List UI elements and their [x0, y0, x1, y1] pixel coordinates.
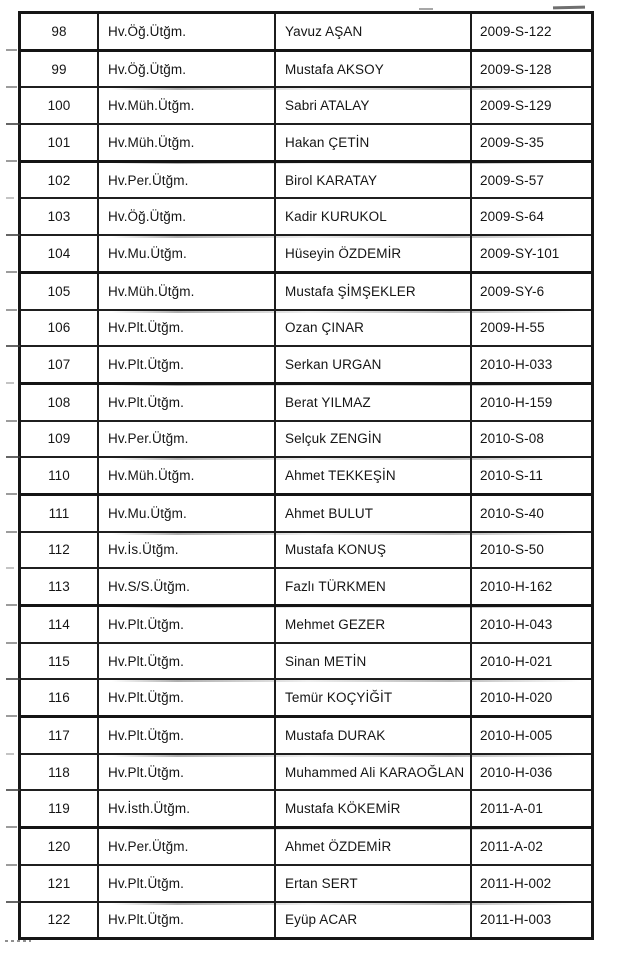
name-cell: Kadir KURUKOL	[276, 199, 472, 234]
rank-cell: Hv.Mu.Ütğm.	[99, 496, 276, 531]
table-row	[21, 274, 591, 311]
name-cell: Serkan URGAN	[276, 347, 472, 382]
rank-cell: Hv.Müh.Ütğm.	[99, 88, 276, 123]
rank-cell: Hv.Müh.Ütğm.	[99, 125, 276, 160]
rank-cell: Hv.Öğ.Ütğm.	[99, 14, 276, 49]
rank-cell: Hv.Per.Ütğm.	[99, 829, 276, 864]
row-number-cell: 122	[21, 903, 99, 938]
rank-cell: Hv.Öğ.Ütğm.	[99, 199, 276, 234]
table-row	[21, 88, 591, 125]
table-row	[21, 199, 591, 236]
registration-cell: 2010-H-159	[480, 394, 553, 410]
row-number-cell: 104	[21, 236, 99, 271]
row-number-cell: 101	[21, 125, 99, 160]
registration-cell: 2011-A-02	[480, 838, 543, 854]
name-cell: Mustafa AKSOY	[276, 52, 472, 87]
table-row	[21, 533, 591, 570]
registration-cell: 2010-H-162	[480, 579, 553, 595]
registration-cell: 2010-H-005	[480, 727, 553, 743]
name-cell: Yavuz AŞAN	[276, 14, 472, 49]
row-number-cell: 119	[21, 791, 99, 826]
registration-cell: 2010-H-020	[480, 690, 553, 706]
name-cell: Ertan SERT	[276, 866, 472, 901]
row-number-cell: 110	[21, 458, 99, 493]
row-number-cell: 99	[21, 52, 99, 87]
registration-cell: 2011-H-003	[480, 912, 552, 928]
rank-cell: Hv.Plt.Ütğm.	[99, 385, 276, 420]
registration-cell: 2009-S-129	[480, 98, 552, 114]
rank-cell: Hv.Plt.Ütğm.	[99, 347, 276, 382]
row-number-cell: 100	[21, 88, 99, 123]
rank-cell: Hv.Plt.Ütğm.	[99, 866, 276, 901]
name-cell: Mustafa KONUŞ	[276, 533, 472, 568]
row-number-cell: 102	[21, 163, 99, 198]
rank-cell: Hv.İs.Ütğm.	[99, 533, 276, 568]
row-number-cell: 116	[21, 680, 99, 715]
row-number-cell: 107	[21, 347, 99, 382]
registration-cell: 2011-A-01	[480, 801, 543, 817]
name-cell: Ozan ÇINAR	[276, 311, 472, 346]
rank-cell: Hv.Plt.Ütğm.	[99, 311, 276, 346]
name-cell: Eyüp ACAR	[276, 903, 472, 938]
table-row	[21, 125, 591, 163]
registration-cell: 2010-S-08	[480, 431, 544, 447]
registration-cell: 2010-S-50	[480, 542, 544, 558]
rank-cell: Hv.İsth.Ütğm.	[99, 791, 276, 826]
row-number-cell: 113	[21, 569, 99, 604]
row-number-cell: 120	[21, 829, 99, 864]
row-number-cell: 105	[21, 274, 99, 309]
rank-cell: Hv.Per.Ütğm.	[99, 422, 276, 457]
rank-cell: Hv.Plt.Ütğm.	[99, 903, 276, 938]
name-cell: Mustafa KÖKEMİR	[276, 791, 472, 826]
row-number-cell: 115	[21, 644, 99, 679]
table-row	[21, 311, 591, 348]
table-row	[21, 236, 591, 274]
rank-cell: Hv.Öğ.Ütğm.	[99, 52, 276, 87]
table-row	[21, 607, 591, 644]
table-row	[21, 52, 591, 89]
registration-cell: 2010-H-021	[480, 653, 553, 669]
table-row	[21, 903, 591, 938]
rank-cell: Hv.Plt.Ütğm.	[99, 755, 276, 790]
name-cell: Temür KOÇYİĞİT	[276, 680, 472, 715]
rank-cell: Hv.Müh.Ütğm.	[99, 274, 276, 309]
row-number-cell: 108	[21, 385, 99, 420]
scan-noise-mark	[419, 8, 433, 10]
name-cell: Sabri ATALAY	[276, 88, 472, 123]
rank-cell: Hv.Plt.Ütğm.	[99, 607, 276, 642]
table-row	[21, 644, 591, 681]
table-row	[21, 458, 591, 496]
table-row	[21, 866, 591, 903]
row-number-cell: 114	[21, 607, 99, 642]
name-cell: Ahmet TEKKEŞİN	[276, 458, 472, 493]
name-cell: Mehmet GEZER	[276, 607, 472, 642]
registration-cell: 2009-S-57	[480, 172, 544, 188]
registration-cell: 2009-H-55	[480, 320, 545, 336]
name-cell: Ahmet BULUT	[276, 496, 472, 531]
name-cell: Selçuk ZENGİN	[276, 422, 472, 457]
table-row	[21, 791, 591, 829]
name-cell: Mustafa ŞİMŞEKLER	[276, 274, 472, 309]
registration-cell: 2010-S-40	[480, 505, 544, 521]
registration-cell: 2009-S-64	[480, 209, 544, 225]
name-cell: Mustafa DURAK	[276, 718, 472, 753]
name-cell: Fazlı TÜRKMEN	[276, 569, 472, 604]
table-row	[21, 569, 591, 607]
registration-cell: 2010-H-036	[480, 764, 553, 780]
rank-cell: Hv.S/S.Ütğm.	[99, 569, 276, 604]
registration-cell: 2010-H-043	[480, 616, 553, 632]
name-cell: Ahmet ÖZDEMİR	[276, 829, 472, 864]
registration-cell: 2010-S-11	[480, 468, 543, 484]
registration-cell: 2009-SY-101	[480, 245, 560, 261]
row-number-cell: 103	[21, 199, 99, 234]
row-number-cell: 98	[21, 14, 99, 49]
name-cell: Hüseyin ÖZDEMİR	[276, 236, 472, 271]
rank-cell: Hv.Plt.Ütğm.	[99, 680, 276, 715]
row-number-cell: 117	[21, 718, 99, 753]
registration-cell: 2009-SY-6	[480, 283, 545, 299]
rank-cell: Hv.Per.Ütğm.	[99, 163, 276, 198]
row-number-cell: 106	[21, 311, 99, 346]
rank-cell: Hv.Müh.Ütğm.	[99, 458, 276, 493]
name-cell: Berat YILMAZ	[276, 385, 472, 420]
name-cell: Sinan METİN	[276, 644, 472, 679]
table-row	[21, 755, 591, 792]
rank-cell: Hv.Mu.Ütğm.	[99, 236, 276, 271]
name-cell: Birol KARATAY	[276, 163, 472, 198]
table-row	[21, 385, 591, 422]
scan-noise-mark	[553, 6, 585, 10]
row-number-cell: 118	[21, 755, 99, 790]
registration-cell: 2011-H-002	[480, 875, 552, 891]
name-cell: Muhammed Ali KARAOĞLAN	[276, 755, 472, 790]
table-row	[21, 496, 591, 533]
table-row	[21, 163, 591, 200]
registration-cell: 2009-S-35	[480, 134, 544, 150]
table-row	[21, 718, 591, 755]
rank-cell: Hv.Plt.Ütğm.	[99, 718, 276, 753]
registration-cell: 2010-H-033	[480, 357, 553, 373]
table-row	[21, 680, 591, 718]
table-row	[21, 14, 591, 52]
row-number-cell: 112	[21, 533, 99, 568]
rank-cell: Hv.Plt.Ütğm.	[99, 644, 276, 679]
name-cell: Hakan ÇETİN	[276, 125, 472, 160]
registration-cell: 2009-S-128	[480, 61, 552, 77]
row-number-cell: 121	[21, 866, 99, 901]
registration-cell: 2009-S-122	[480, 23, 552, 39]
table-row	[21, 347, 591, 385]
personnel-table	[18, 11, 594, 940]
table-row	[21, 829, 591, 866]
row-number-cell: 109	[21, 422, 99, 457]
table-row	[21, 422, 591, 459]
row-number-cell: 111	[21, 496, 99, 531]
